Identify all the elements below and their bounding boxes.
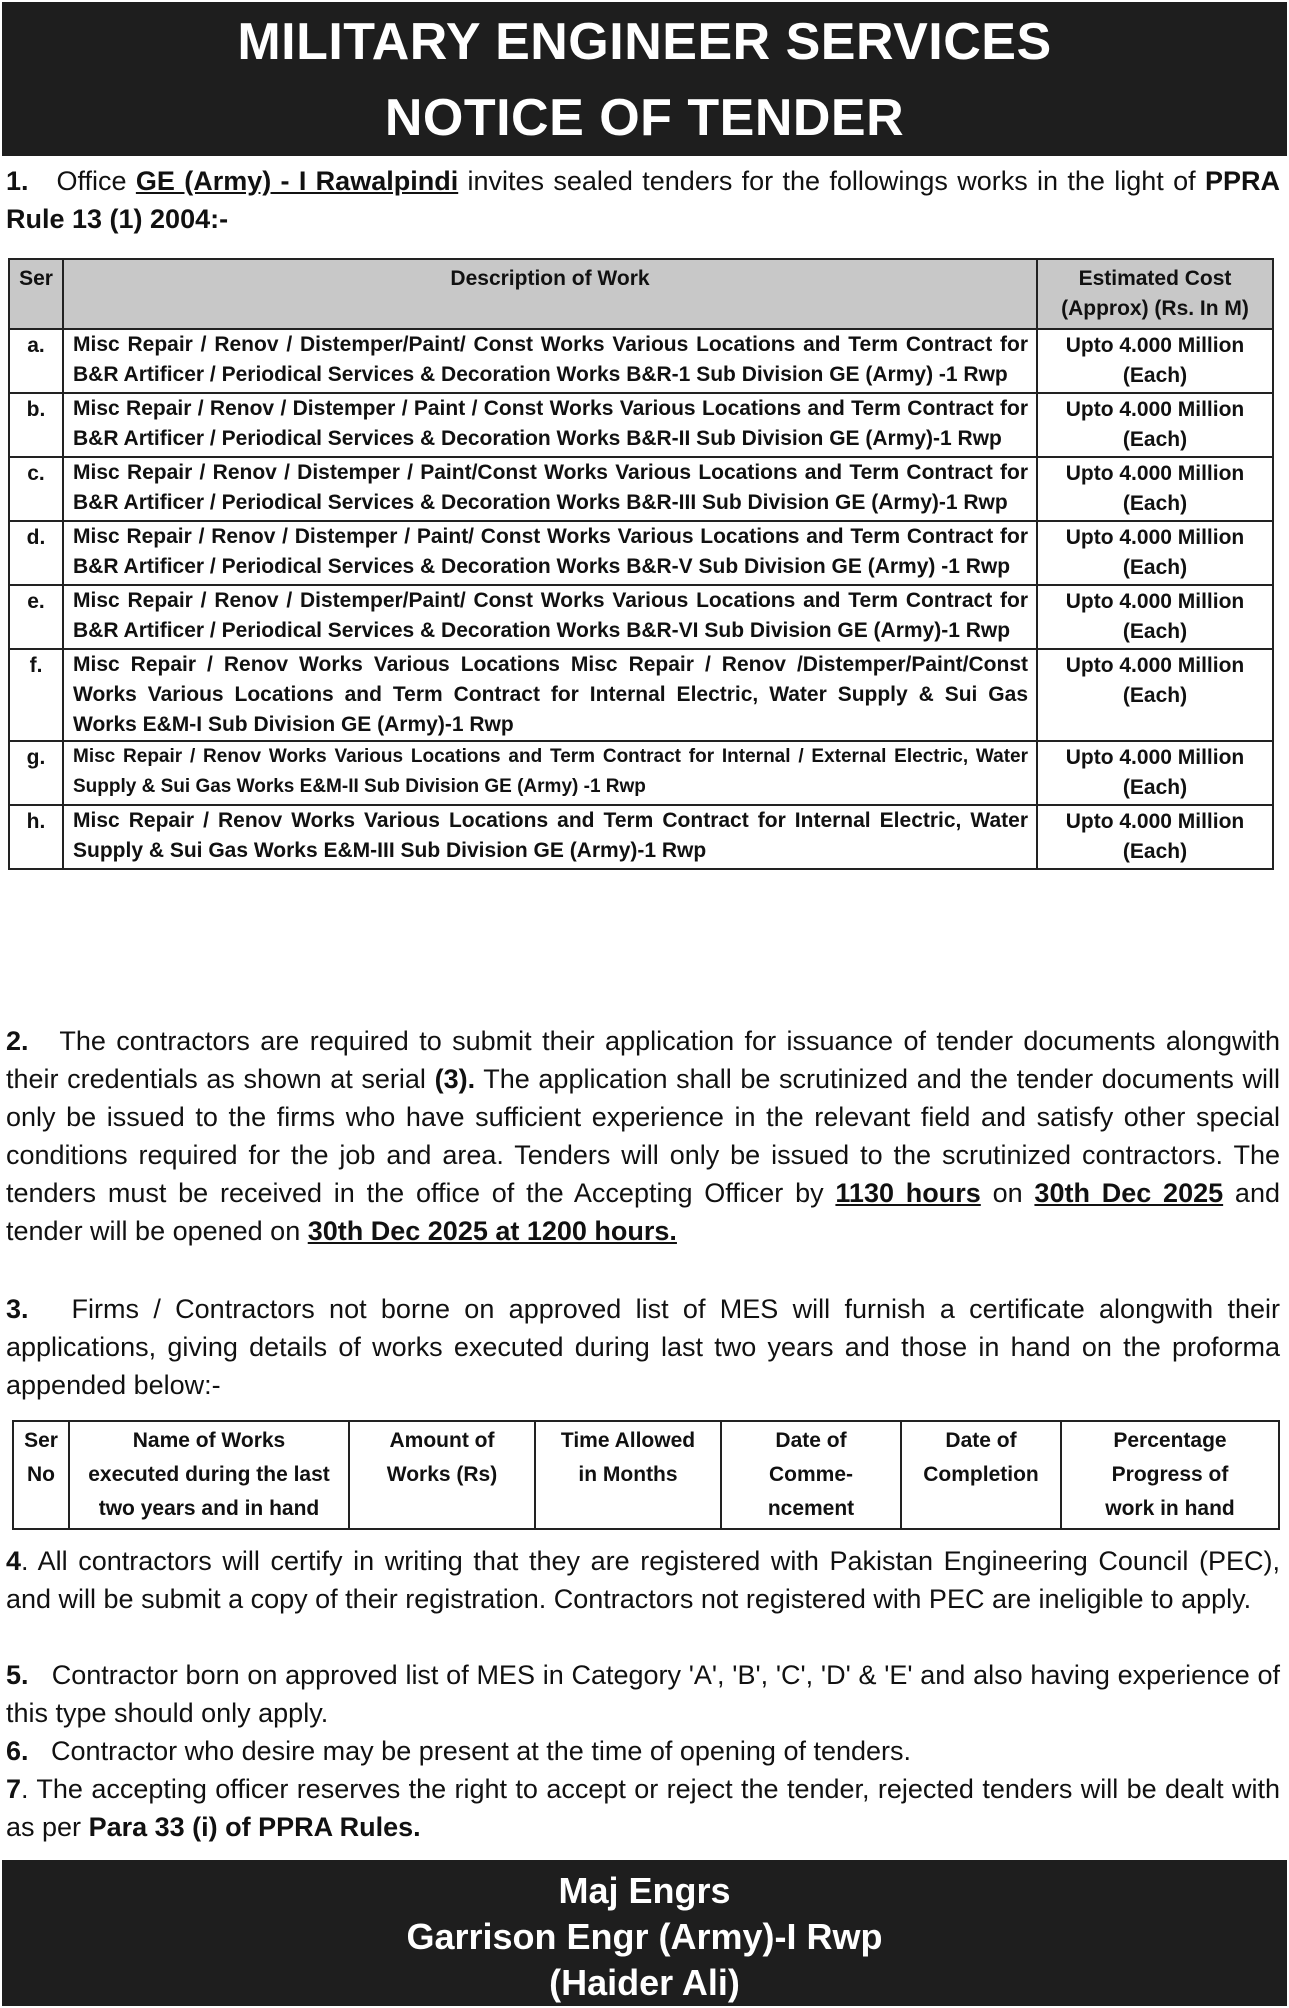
paragraph-5 (6, 1656, 1280, 1732)
cost-amount: Upto 4.000 Million (1065, 526, 1245, 549)
signatory-title: Garrison Engr (Army)-I Rwp (406, 1916, 883, 1957)
proforma-col-progress (1061, 1421, 1279, 1529)
row-desc: Misc Repair / Renov Works Various Locations Misc Repair / Renov /Distemper/Paint/Const Works Various Locations and Term Contract for Internal Electric, Water Supply & Sui Gas Works E&M-I Sub Division GE (Army)-1 Rwp (63, 649, 1037, 741)
cell-line: Time Allowed (560, 1429, 696, 1452)
row-cost (1037, 521, 1273, 585)
row-cost (1037, 741, 1273, 805)
table-row (9, 741, 1273, 805)
cell-line: Date of (945, 1429, 1017, 1452)
cost-header-line1: Estimated Cost (1078, 267, 1232, 290)
cost-amount: Upto 4.000 Million (1065, 334, 1245, 357)
para-text: and tender will be opened on (6, 1178, 1280, 1246)
cell-line: work in hand (1105, 1497, 1235, 1520)
para-number: 7 (6, 1774, 22, 1804)
para-number: 4 (6, 1546, 22, 1576)
row-ser: d. (9, 521, 63, 585)
row-cost (1037, 457, 1273, 521)
table-row (9, 585, 1273, 649)
signature-block (2, 1860, 1287, 2006)
para-text: Firms / Contractors not borne on approved list of MES will furnish a certificate alongwith their applications, giving details of works executed during last two years and those in hand on the proforma appended below:- (6, 1294, 1280, 1400)
cost-amount: Upto 4.000 Million (1065, 810, 1245, 833)
cost-each: (Each) (1122, 364, 1188, 387)
cost-amount: Upto 4.000 Million (1065, 746, 1245, 769)
cell-line: Amount of (389, 1429, 495, 1452)
table-row (9, 521, 1273, 585)
paragraph-2 (6, 1022, 1280, 1250)
para-text: on (992, 1178, 1023, 1208)
col-desc-header: Description of Work (63, 259, 1037, 329)
cell-line: in Months (578, 1463, 678, 1486)
row-ser: f. (9, 649, 63, 741)
cell-line: No (27, 1463, 55, 1486)
para-number: 1. (6, 166, 29, 196)
para-text: Office (56, 166, 127, 196)
row-cost (1037, 649, 1273, 741)
proforma-col-name (69, 1421, 349, 1529)
para-text: . The accepting officer reserves the right to accept or reject the tender, rejected tenders will be dealt with as per (6, 1774, 1280, 1842)
notice-header (2, 2, 1287, 156)
cell-line: Date of (775, 1429, 847, 1452)
row-ser: e. (9, 585, 63, 649)
paragraph-6 (6, 1732, 1280, 1770)
row-desc: Misc Repair / Renov / Distemper/Paint/ Const Works Various Locations and Term Contract for B&R Artificer / Periodical Services & Decoration Works B&R-VI Sub Division GE (Army)-1 Rwp (63, 585, 1037, 649)
signatory-rank: Maj Engrs (558, 1870, 731, 1911)
proforma-col-commencement (721, 1421, 901, 1529)
cost-amount: Upto 4.000 Million (1065, 398, 1245, 421)
row-ser: g. (9, 741, 63, 805)
signatory-name: (Haider Ali) (549, 1962, 740, 2003)
header-subtitle: NOTICE OF TENDER (384, 89, 905, 147)
row-ser: c. (9, 457, 63, 521)
para-text: The contractors are required to submit their application for issuance of tender documents alongwith their credentials as shown at serial (6, 1026, 1280, 1094)
ppra-rule: PPRA Rule 13 (1) 2004:- (6, 166, 1280, 234)
cell-line: Ser (24, 1429, 58, 1452)
cell-line: executed during the last (88, 1463, 330, 1486)
submission-date: 30th Dec 2025 (1034, 1178, 1224, 1208)
paragraph-7 (6, 1770, 1280, 1846)
row-ser: a. (9, 329, 63, 393)
cost-amount: Upto 4.000 Million (1065, 654, 1245, 677)
cell-line: Comme- (768, 1463, 853, 1486)
cost-each: (Each) (1122, 776, 1188, 799)
row-cost (1037, 329, 1273, 393)
cell-line: ncement (767, 1497, 855, 1520)
table-row (9, 393, 1273, 457)
cost-amount: Upto 4.000 Million (1065, 590, 1245, 613)
cell-line: Progress of (1111, 1463, 1229, 1486)
cost-each: (Each) (1122, 840, 1188, 863)
works-table-header (9, 259, 1273, 329)
works-table (8, 258, 1274, 870)
para-number: 2. (6, 1026, 29, 1056)
para-number: 3. (6, 1294, 29, 1324)
row-ser: h. (9, 805, 63, 869)
para-text: . All contractors will certify in writing that they are registered with Pakistan Engineering Council (PEC), and will be submit a copy of their registration. Contractors not registered with PEC are ineligible to apply. (6, 1546, 1280, 1614)
cost-each: (Each) (1122, 492, 1188, 515)
row-cost (1037, 805, 1273, 869)
para-text: The application shall be scrutinized and the tender documents will only be issued to the firms who have sufficient experience in the relevant field and satisfy other special conditions required for the job and area. Tenders will only be issued to the scrutinized contractors. The tenders must be received in the office of the Accepting Officer by (6, 1064, 1280, 1208)
cost-each: (Each) (1122, 684, 1188, 707)
office-name: GE (Army) - I Rawalpindi (135, 166, 459, 196)
cost-each: (Each) (1122, 556, 1188, 579)
proforma-header-row (13, 1421, 1279, 1529)
opening-datetime: 30th Dec 2025 at 1200 hours. (307, 1216, 677, 1246)
cell-line: Works (Rs) (386, 1463, 498, 1486)
para-text: Contractor born on approved list of MES in Category 'A', 'B', 'C', 'D' & 'E' and also having experience of this type should only apply. (6, 1660, 1280, 1728)
table-row (9, 329, 1273, 393)
cost-header-line2: (Approx) (Rs. In M) (1061, 297, 1249, 320)
para-text: Contractor who desire may be present at the time of opening of tenders. (51, 1736, 912, 1766)
table-row (9, 457, 1273, 521)
paragraph-3 (6, 1290, 1280, 1404)
table-row (9, 649, 1273, 741)
table-row (9, 805, 1273, 869)
para-number: 5. (6, 1660, 29, 1690)
cell-line: Name of Works (132, 1429, 286, 1452)
submission-time: 1130 hours (835, 1178, 981, 1208)
row-ser: b. (9, 393, 63, 457)
cell-line: Completion (923, 1463, 1039, 1486)
paragraph-1 (6, 162, 1280, 238)
paragraph-4 (6, 1542, 1280, 1618)
proforma-col-amount (349, 1421, 535, 1529)
cost-each: (Each) (1122, 428, 1188, 451)
col-ser-header: Ser (9, 259, 63, 329)
proforma-table (12, 1420, 1280, 1530)
col-cost-header (1037, 259, 1273, 329)
proforma-col-time (535, 1421, 721, 1529)
header-title: MILITARY ENGINEER SERVICES (237, 13, 1052, 71)
row-desc: Misc Repair / Renov / Distemper / Paint/ Const Works Various Locations and Term Contract for B&R Artificer / Periodical Services & Decoration Works B&R-V Sub Division GE (Army) -1 Rwp (63, 521, 1037, 585)
cell-line: two years and in hand (98, 1497, 320, 1520)
para-text: invites sealed tenders for the followings works in the light of (467, 166, 1196, 196)
row-cost (1037, 393, 1273, 457)
cost-each: (Each) (1122, 620, 1188, 643)
row-cost (1037, 585, 1273, 649)
proforma-col-completion (901, 1421, 1061, 1529)
cost-amount: Upto 4.000 Million (1065, 462, 1245, 485)
para-number: 6. (6, 1736, 29, 1766)
row-desc: Misc Repair / Renov / Distemper / Paint/Const Works Various Locations and Term Contract for B&R Artificer / Periodical Services & Decoration Works B&R-III Sub Division GE (Army)-1 Rwp (63, 457, 1037, 521)
row-desc: Misc Repair / Renov / Distemper/Paint/ Const Works Various Locations and Term Contract for B&R Artificer / Periodical Services & Decoration Works B&R-1 Sub Division GE (Army) -1 Rwp (63, 329, 1037, 393)
ppra-para-ref: Para 33 (i) of PPRA Rules. (88, 1812, 421, 1842)
proforma-col-ser (13, 1421, 69, 1529)
row-desc: Misc Repair / Renov Works Various Locations and Term Contract for Internal Electric, Water Supply & Sui Gas Works E&M-III Sub Division GE (Army)-1 Rwp (63, 805, 1037, 869)
row-desc: Misc Repair / Renov / Distemper / Paint / Const Works Various Locations and Term Contract for B&R Artificer / Periodical Services & Decoration Works B&R-II Sub Division GE (Army)-1 Rwp (63, 393, 1037, 457)
serial-ref: (3). (434, 1064, 476, 1094)
row-desc: Misc Repair / Renov Works Various Locations and Term Contract for Internal / External Electric, Water Supply & Sui Gas Works E&M-II Sub Division GE (Army) -1 Rwp (63, 741, 1037, 805)
cell-line: Percentage (1113, 1429, 1227, 1452)
